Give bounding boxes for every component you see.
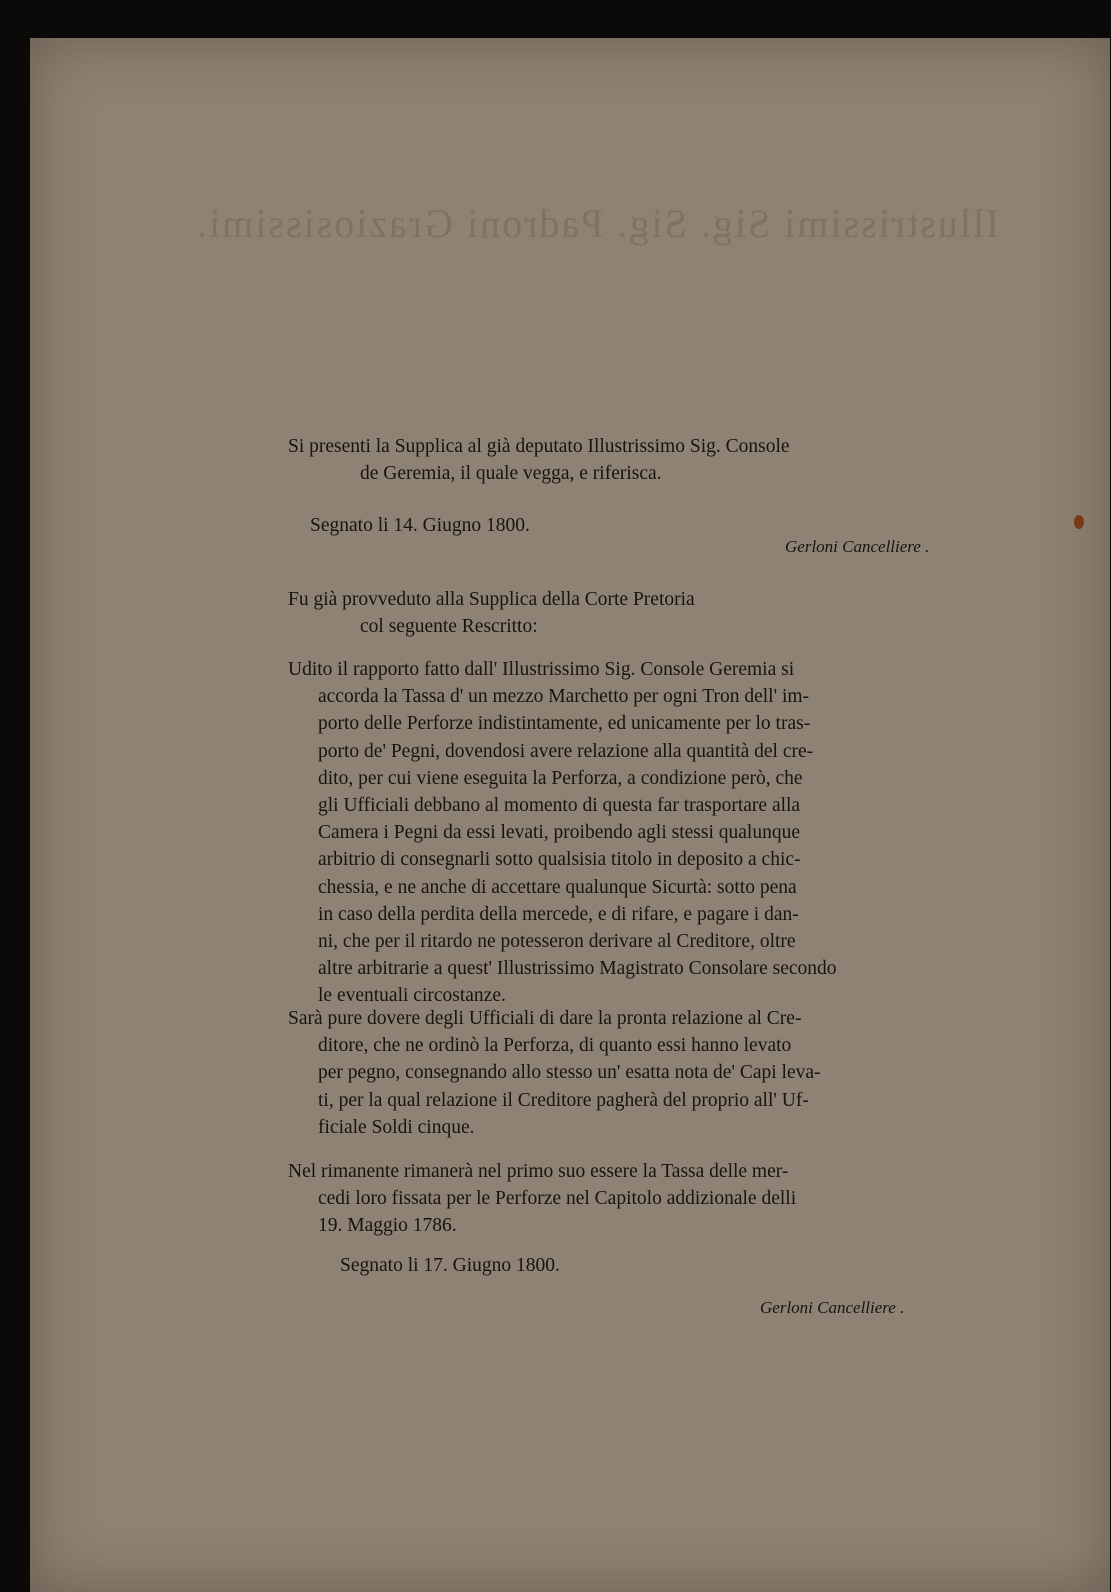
paragraph-line: dito, per cui viene eseguita la Perforza, a condizione però, che — [318, 767, 803, 789]
intro-line: Fu già provveduto alla Supplica della Corte Pretoria — [288, 589, 695, 610]
decree1-text — [288, 433, 790, 487]
paragraph-line: Camera i Pegni da essi levati, proibendo agli stessi qualunque — [318, 822, 800, 844]
paragraph-line: Nel rimanente rimanerà nel primo suo essere la Tassa delle mer- — [288, 1161, 789, 1182]
paragraph-line: per pegno, consegnando allo stesso un' esatta nota de' Capi leva- — [318, 1062, 821, 1084]
paragraph-line: ficiale Soldi cinque. — [318, 1116, 475, 1138]
paragraph-line: ni, che per il ritardo ne potesseron derivare al Creditore, oltre — [318, 931, 796, 953]
decree1-signature: Gerloni Cancelliere . — [785, 537, 930, 556]
paragraph-line: gli Ufficiali debbano al momento di questa far trasportare alla — [318, 795, 801, 817]
paragraph-2 — [288, 1005, 821, 1141]
paragraph-line: ti, per la qual relazione il Creditore pagherà del proprio all' Uf- — [318, 1089, 809, 1111]
paragraph-line: 19. Maggio 1786. — [318, 1215, 457, 1237]
decree1-line: Si presenti la Supplica al già deputato Illustrissimo Sig. Console — [288, 436, 790, 457]
decree1-line: de Geremia, il quale vegga, e riferisca. — [360, 463, 662, 485]
decree1-date: Segnato li 14. Giugno 1800. — [310, 515, 530, 536]
paragraph-line: ditore, che ne ordinò la Perforza, di quanto essi hanno levato — [318, 1035, 792, 1057]
paragraph-line: porto de' Pegni, dovendosi avere relazione alla quantità del cre- — [318, 740, 814, 762]
ink-stain — [1074, 515, 1084, 529]
paragraph-3 — [288, 1158, 796, 1240]
bleed-through-heading: Illustrissimi Sig. Sig. Padroni Graziosissimi. — [195, 201, 1000, 246]
paragraph-1 — [288, 656, 837, 1010]
paragraph-line: in caso della perdita della mercede, e di rifare, e pagare i dan- — [318, 903, 799, 925]
paragraph-line: cedi loro fissata per le Perforze nel Capitolo addizionale delli — [318, 1188, 797, 1210]
paragraph-line: Udito il rapporto fatto dall' Illustrissimo Sig. Console Geremia si — [288, 659, 795, 680]
paragraph-line: chessia, e ne anche di accettare qualunque Sicurtà: sotto pena — [318, 876, 797, 898]
paragraph-line: altre arbitrarie a quest' Illustrissimo Magistrato Consolare secondo — [318, 958, 837, 980]
intro-text — [288, 586, 695, 640]
intro-line: col seguente Rescritto: — [360, 616, 538, 638]
decree2-signature: Gerloni Cancelliere . — [760, 1298, 905, 1317]
paragraph-line: porto delle Perforze indistintamente, ed unicamente per lo tras- — [318, 713, 811, 735]
paragraph-line: le eventuali circostanze. — [318, 985, 506, 1007]
decree2-date: Segnato li 17. Giugno 1800. — [340, 1255, 560, 1276]
paragraph-line: arbitrio di consegnarli sotto qualsisia titolo in deposito a chic- — [318, 849, 801, 871]
paragraph-line: Sarà pure dovere degli Ufficiali di dare la pronta relazione al Cre- — [288, 1008, 802, 1029]
paragraph-line: accorda la Tassa d' un mezzo Marchetto per ogni Tron dell' im- — [318, 686, 810, 708]
